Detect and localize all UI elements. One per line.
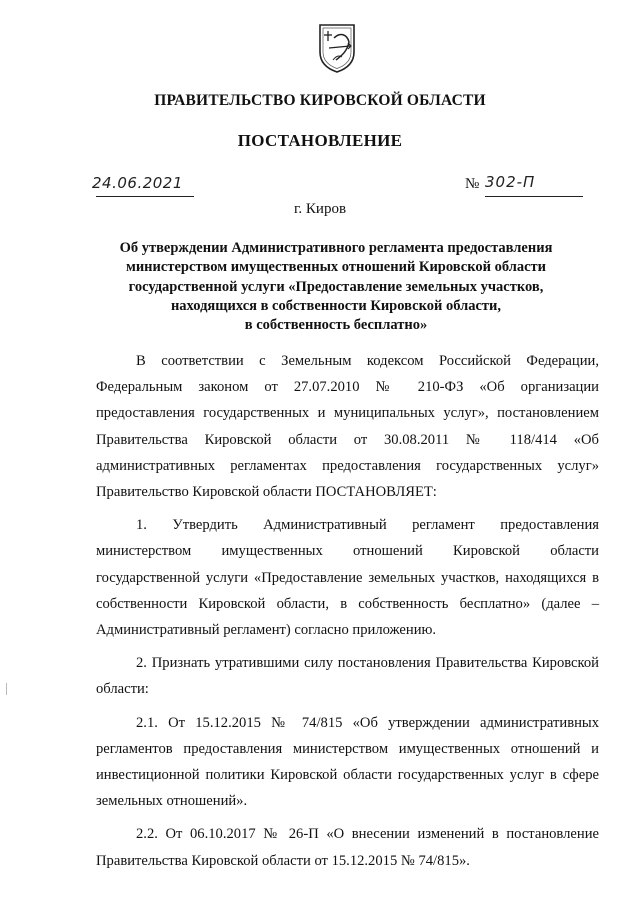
number-label: № <box>465 176 480 192</box>
document-body <box>96 348 599 874</box>
handwritten-number: 302-П <box>485 173 536 191</box>
subject-line: находящихся в собственности Кировской области, <box>170 297 502 314</box>
item-1-paragraph: 1. Утвердить Административный регламент предоставления министерством имущественных отношений Кировской области государственной услуги «Предоставление земельных участков, находящихся в собственности Кировской области, в собственность бесплатно» (далее – Административный регламент) согласно приложению. <box>96 517 599 639</box>
subject-line: в собственность бесплатно» <box>244 317 428 334</box>
city: г. Киров <box>293 201 347 217</box>
handwritten-date: 24.06.2021 <box>92 174 183 192</box>
document-type: ПОСТАНОВЛЕНИЕ <box>237 131 403 150</box>
document-subject <box>96 239 576 335</box>
date-underline <box>96 196 194 197</box>
number-underline <box>485 196 583 197</box>
item-2-paragraph: 2. Признать утратившими силу постановления Правительства Кировской области: <box>96 655 599 698</box>
kirov-region-emblem-icon <box>317 22 357 74</box>
item-2-1-paragraph: 2.1. От 15.12.2015 № 74/815 «Об утверждении административных регламентов предоставления министерством имущественных отношений и инвестиционной политики Кировской области государственных услуг в сфере земельных отношений». <box>96 714 599 810</box>
subject-line: государственной услуги «Предоставление земельных участков, <box>128 278 544 295</box>
item-2-2-paragraph: 2.2. От 06.10.2017 № 26-П «О внесении изменений в постановление Правительства Кировской области от 15.12.2015 № 74/815». <box>96 826 599 869</box>
subject-line: министерством имущественных отношений Кировской области <box>125 259 547 276</box>
scan-margin-mark <box>6 683 7 695</box>
subject-line: Об утверждении Административного регламента предоставления <box>119 240 553 256</box>
preamble-paragraph: В соответствии с Земельным кодексом Российской Федерации, Федеральным законом от 27.07.2010 № 210-ФЗ «Об организации предоставления государственных и муниципальных услуг», постановлением Правительства Кировской области от 30.08.2011 № 118/414 «Об административных регламентах предоставления государственных услуг» Правительство Кировской области ПОСТАНОВЛЯЕТ: <box>96 353 599 501</box>
government-title: ПРАВИТЕЛЬСТВО КИРОВСКОЙ ОБЛАСТИ <box>154 92 486 109</box>
